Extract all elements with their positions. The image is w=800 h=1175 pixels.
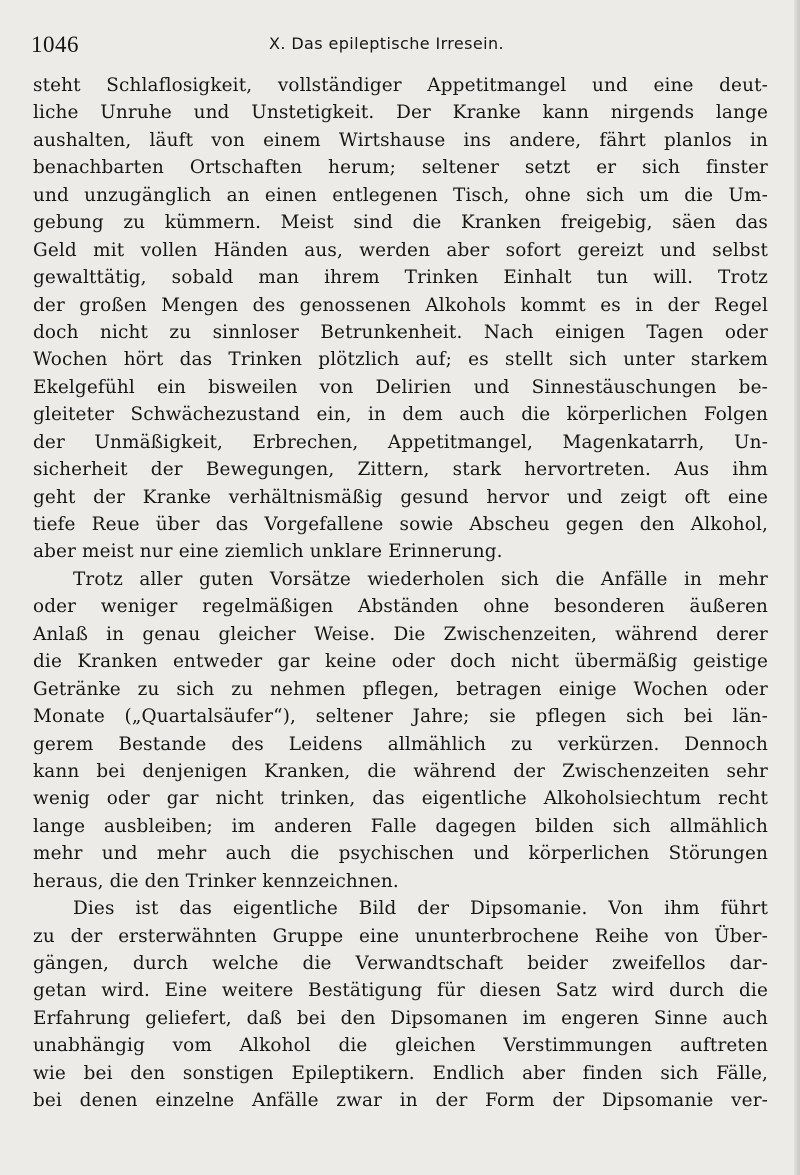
page-edge-shadow: [794, 0, 800, 1175]
text-line: kann bei denjenigen Kranken, die während der Zwischenzeiten sehr: [33, 760, 768, 782]
text-line: und unzugänglich an einen entlegenen Tisch, ohne sich um die Um-: [33, 184, 768, 206]
text-line: gleiteter Schwächezustand ein, in dem auch die körperlichen Folgen: [33, 404, 768, 426]
text-line: wenig oder gar nicht trinken, das eigentliche Alkoholsiechtum recht: [33, 788, 768, 810]
text-line: gebung zu kümmern. Meist sind die Kranken freigebig, säen das: [33, 212, 768, 234]
text-line: gewalttätig, sobald man ihrem Trinken Einhalt tun will. Trotz: [33, 267, 768, 289]
text-line: heraus, die den Trinker kennzeichnen.: [33, 870, 399, 892]
text-line: aber meist nur eine ziemlich unklare Erinnerung.: [33, 541, 503, 563]
body-text: [33, 72, 768, 1115]
text-line: Getränke zu sich zu nehmen pflegen, betragen einige Wochen oder: [33, 678, 768, 700]
text-line: tiefe Reue über das Vorgefallene sowie Abscheu gegen den Alkohol,: [33, 514, 768, 535]
text-line: Erfahrung geliefert, daß bei den Dipsomanen im engeren Sinne auch: [33, 1007, 768, 1029]
text-line: lange ausbleiben; im anderen Falle dagegen bilden sich allmählich: [33, 815, 768, 837]
page-number: 1046: [31, 32, 79, 57]
text-line: Trotz aller guten Vorsätze wiederholen sich die Anfälle in mehr: [73, 568, 768, 590]
text-line: sicherheit der Bewegungen, Zittern, stark hervortreten. Aus ihm: [33, 459, 768, 481]
page-header: [31, 30, 771, 62]
text-line: Anlaß in genau gleicher Weise. Die Zwischenzeiten, während derer: [33, 623, 768, 645]
text-line: benachbarten Ortschaften herum; seltener setzt er sich finster: [33, 157, 768, 179]
text-line: aushalten, läuft von einem Wirtshause ins andere, fährt planlos in: [33, 129, 768, 151]
text-line: Dies ist das eigentliche Bild der Dipsomanie. Von ihm führt: [73, 898, 768, 920]
text-line: liche Unruhe und Unstetigkeit. Der Kranke kann nirgends lange: [33, 102, 768, 124]
text-line: geht der Kranke verhältnismäßig gesund hervor und zeigt oft eine: [33, 486, 768, 508]
text-line: Wochen hört das Trinken plötzlich auf; es stellt sich unter starkem: [33, 349, 768, 371]
text-line: zu der ersterwähnten Gruppe eine ununterbrochene Reihe von Über-: [33, 925, 768, 947]
text-line: getan wird. Eine weitere Bestätigung für diesen Satz wird durch die: [33, 980, 768, 1002]
text-line: gängen, durch welche die Verwandtschaft beider zweifellos dar-: [33, 953, 768, 974]
running-title: X. Das epileptische Irresein.: [269, 34, 505, 53]
text-line: der Unmäßigkeit, Erbrechen, Appetitmangel, Magenkatarrh, Un-: [33, 431, 768, 453]
text-line: mehr und mehr auch die psychischen und körperlichen Störungen: [33, 843, 768, 865]
text-line: oder weniger regelmäßigen Abständen ohne besonderen äußeren: [33, 596, 768, 618]
text-line: doch nicht zu sinnloser Betrunkenheit. Nach einigen Tagen oder: [33, 321, 768, 343]
text-line: der großen Mengen des genossenen Alkohols kommt es in der Regel: [33, 294, 768, 316]
text-line: bei denen einzelne Anfälle zwar in der Form der Dipsomanie ver-: [33, 1090, 768, 1112]
text-line: steht Schlaflosigkeit, vollständiger Appetitmangel und eine deut-: [33, 75, 768, 96]
text-line: gerem Bestande des Leidens allmählich zu verkürzen. Dennoch: [33, 733, 768, 755]
text-line: Ekelgefühl ein bisweilen von Delirien und Sinnestäuschungen be-: [33, 376, 768, 398]
text-line: die Kranken entweder gar keine oder doch nicht übermäßig geistige: [33, 651, 768, 673]
text-line: Monate („Quartalsäufer“), seltener Jahre; sie pflegen sich bei län-: [33, 706, 768, 728]
text-line: Geld mit vollen Händen aus, werden aber sofort gereizt und selbst: [33, 239, 768, 261]
text-line: unabhängig vom Alkohol die gleichen Verstimmungen auftreten: [33, 1035, 768, 1057]
text-line: wie bei den sonstigen Epileptikern. Endlich aber finden sich Fälle,: [33, 1062, 768, 1084]
